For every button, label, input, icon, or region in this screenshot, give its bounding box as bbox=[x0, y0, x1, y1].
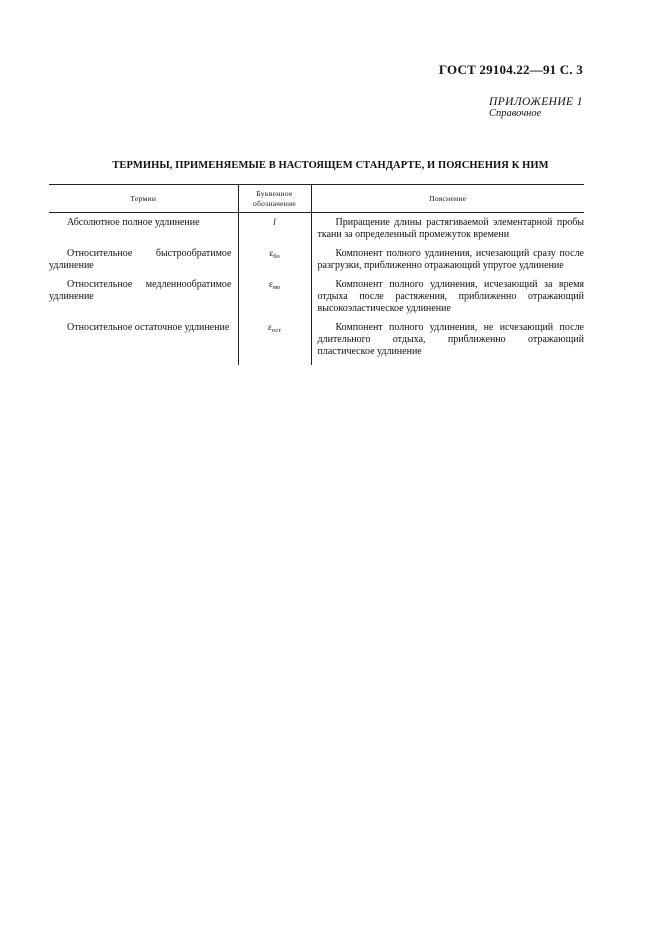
column-header-symbol bbox=[238, 185, 311, 213]
table-row bbox=[49, 248, 584, 279]
page-header-doc-ref: ГОСТ 29104.22—91 С. 3 bbox=[438, 62, 583, 77]
explanation-text: Компонент полного удлинения, исчезающий сразу после разгрузки, приближенно отражающий упругое удлинение bbox=[317, 248, 584, 271]
appendix-label: ПРИЛОЖЕНИЕ 1 bbox=[489, 96, 583, 108]
explanation-text: Приращение длины растягиваемой элементарной пробы ткани за определенный промежуток времени bbox=[317, 217, 584, 240]
term-cell bbox=[49, 248, 238, 279]
term-cell bbox=[49, 213, 238, 249]
table-row bbox=[49, 279, 584, 322]
table-row bbox=[49, 213, 584, 249]
symbol-subscript: ост bbox=[271, 327, 282, 334]
term-cell bbox=[49, 322, 238, 365]
symbol-subscript: мо bbox=[272, 284, 281, 291]
symbol-subscript: бо bbox=[273, 253, 280, 260]
symbol-cell bbox=[238, 279, 311, 322]
column-header-term: Термин bbox=[49, 185, 238, 213]
explanation-cell bbox=[311, 279, 584, 322]
explanation-text: Компонент полного удлинения, исчезающий за время отдыха после растяжения, приближенно отражающий высокоэластическое удлинение bbox=[317, 279, 584, 314]
symbol-cell bbox=[238, 322, 311, 365]
explanation-cell bbox=[311, 213, 584, 249]
term-text: Абсолютное полное удлинение bbox=[67, 217, 200, 228]
column-header-symbol-line2: обозначение bbox=[252, 198, 297, 208]
term-text: Относительное быстрообратимое удлинение bbox=[49, 248, 232, 271]
column-header-explanation: Пояснение bbox=[311, 185, 584, 213]
symbol-base: l bbox=[273, 218, 276, 228]
table-header-row bbox=[49, 185, 584, 213]
appendix-type: Справочное bbox=[489, 108, 542, 119]
symbol-cell bbox=[238, 248, 311, 279]
symbol-base: ε bbox=[267, 323, 272, 333]
explanation-cell bbox=[311, 322, 584, 365]
table-row bbox=[49, 322, 584, 365]
symbol-base: ε bbox=[269, 249, 274, 259]
column-header-symbol-line1: Буквенное bbox=[256, 188, 293, 198]
explanation-text: Компонент полного удлинения, не исчезающий после длительного отдыха, приближенно отражающий пластическое удлинение bbox=[317, 322, 584, 357]
term-text: Относительное медленнообратимое удлинение bbox=[49, 279, 232, 302]
symbol-base: ε bbox=[268, 280, 273, 290]
appendix-block bbox=[489, 96, 583, 120]
terms-table bbox=[49, 184, 584, 365]
explanation-cell bbox=[311, 248, 584, 279]
symbol-cell bbox=[238, 213, 311, 249]
term-cell bbox=[49, 279, 238, 322]
document-title: ТЕРМИНЫ, ПРИМЕНЯЕМЫЕ В НАСТОЯЩЕМ СТАНДАРТЕ, И ПОЯСНЕНИЯ К НИМ bbox=[112, 160, 549, 171]
term-text: Относительное остаточное удлинение bbox=[67, 322, 230, 333]
